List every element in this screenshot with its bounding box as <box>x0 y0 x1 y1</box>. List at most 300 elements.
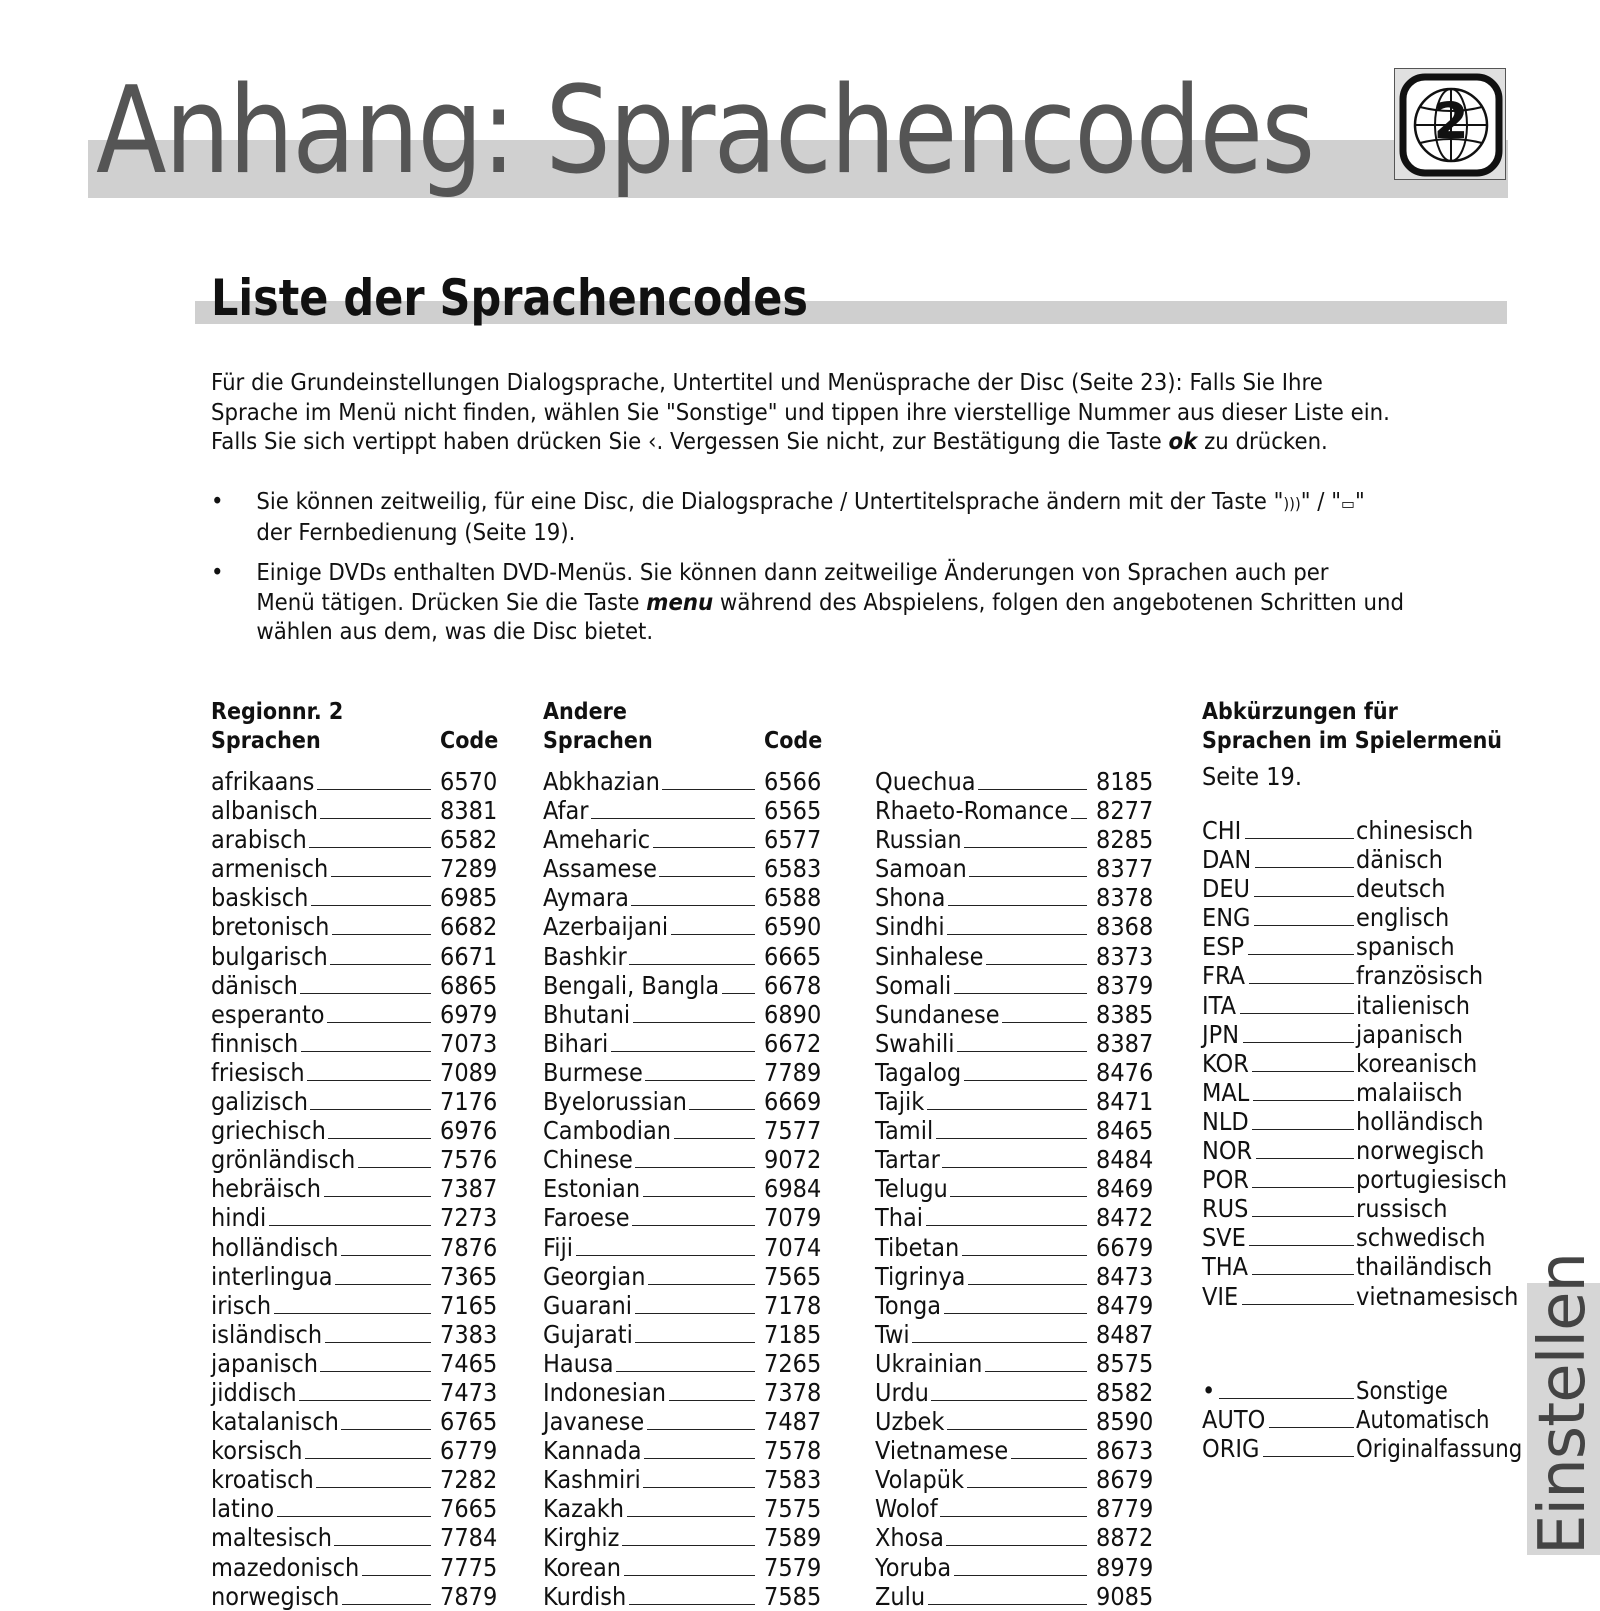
bullet-item <box>211 488 1506 548</box>
leader-line <box>1263 1456 1354 1457</box>
language-name: baskisch <box>211 883 309 913</box>
bullet-line: der Fernbedienung (Seite 19). <box>256 519 576 546</box>
leader-line <box>324 1196 431 1197</box>
language-code: 7579 <box>764 1552 822 1582</box>
abbreviation-language: deutsch <box>1356 874 1446 904</box>
leader-line <box>1254 925 1354 926</box>
ok-key-label: ok <box>1168 429 1198 455</box>
abbr-header-line2: Sprachen im Spielermenü <box>1202 728 1503 754</box>
language-name: Fiji <box>543 1232 574 1262</box>
leader-line <box>978 789 1087 790</box>
language-code: 7665 <box>440 1494 498 1524</box>
language-code: 7487 <box>764 1407 822 1437</box>
leader-line <box>309 847 431 848</box>
language-name: Bengali, Bangla <box>543 970 720 1000</box>
language-name: armenisch <box>211 854 329 884</box>
leader-line <box>643 1487 755 1488</box>
abbreviation-code: ITA <box>1202 990 1237 1020</box>
language-code: 9072 <box>764 1145 822 1175</box>
leader-line <box>342 1604 431 1605</box>
leader-line <box>671 934 755 935</box>
leader-line <box>629 1604 755 1605</box>
abbreviation-language: Sonstige <box>1356 1376 1448 1405</box>
language-code: 6765 <box>440 1407 498 1437</box>
leader-line <box>928 1604 1087 1605</box>
language-code: 7465 <box>440 1348 498 1378</box>
leader-line <box>576 1255 755 1256</box>
abbr-page-ref: Seite 19. <box>1202 762 1302 791</box>
intro-text: zu drücken. <box>1197 429 1328 455</box>
language-name: Xhosa <box>875 1523 944 1553</box>
intro-line: Sprache im Menü nicht finden, wählen Sie "Sonstige" und tippen ihre vierstellige Nummer aus dieser Liste ein. <box>211 399 1390 426</box>
language-name: Kazakh <box>543 1494 625 1524</box>
language-code: 8673 <box>1096 1436 1154 1466</box>
leader-line <box>1240 1013 1354 1014</box>
language-code: 6671 <box>440 941 498 971</box>
intro-line <box>211 428 1506 458</box>
section-title: Liste der Sprachencodes <box>211 269 808 327</box>
language-name: Zulu <box>875 1581 926 1611</box>
language-name: Indonesian <box>543 1377 667 1407</box>
language-code: 6565 <box>764 796 822 826</box>
leader-line <box>1254 896 1354 897</box>
leader-line <box>1252 1071 1354 1072</box>
abbreviation-code: CHI <box>1202 816 1242 845</box>
language-name: irisch <box>211 1290 272 1320</box>
language-name: Sinhalese <box>875 941 984 971</box>
abbreviation-code: RUS <box>1202 1194 1249 1224</box>
intro-paragraph <box>211 369 1506 458</box>
language-code: 7176 <box>440 1087 498 1117</box>
language-name: Guarani <box>543 1290 633 1320</box>
language-name: friesisch <box>211 1057 305 1087</box>
language-code: 8487 <box>1096 1319 1154 1349</box>
leader-line <box>341 1429 431 1430</box>
bullet-text: Sie können zeitweilig, für eine Disc, die Dialogsprache / Untertitelsprache ändern mit der Taste " <box>256 489 1284 515</box>
leader-line <box>631 905 755 906</box>
abbreviation-language: Automatisch <box>1356 1405 1490 1435</box>
language-name: Uzbek <box>875 1407 945 1437</box>
language-name: Sundanese <box>875 999 1000 1029</box>
language-name: Estonian <box>543 1174 641 1204</box>
language-code: 6588 <box>764 883 822 913</box>
abbreviation-language: holländisch <box>1356 1106 1484 1136</box>
leader-line <box>964 1080 1087 1081</box>
language-code: 7575 <box>764 1494 822 1524</box>
leader-line <box>1252 1129 1354 1130</box>
abbreviation-code: FRA <box>1202 961 1246 991</box>
abbr-header <box>1202 698 1502 756</box>
language-code: 6583 <box>764 854 822 884</box>
abbreviation-code: POR <box>1202 1165 1249 1195</box>
language-code: 7074 <box>764 1232 822 1262</box>
language-name: Abkhazian <box>543 767 660 796</box>
language-name: mazedonisch <box>211 1552 360 1582</box>
language-name: kroatisch <box>211 1465 314 1495</box>
language-code: 7577 <box>764 1116 822 1146</box>
leader-line <box>674 1138 755 1139</box>
col1-header-line2: Sprachen <box>211 728 321 754</box>
language-code: 6570 <box>440 767 498 796</box>
bullet-dot: • <box>211 489 224 515</box>
leader-line <box>627 1516 755 1517</box>
leader-line <box>1255 867 1354 868</box>
region-badge <box>1394 68 1506 180</box>
language-code: 7378 <box>764 1377 822 1407</box>
col2-header-line2: Sprachen <box>543 728 653 754</box>
language-name: Cambodian <box>543 1116 672 1146</box>
language-code: 6665 <box>764 941 822 971</box>
leader-line <box>946 1545 1087 1546</box>
leader-line <box>954 1575 1087 1576</box>
audio-icon: ))) <box>1283 494 1301 513</box>
language-name: dänisch <box>211 970 298 1000</box>
leader-line <box>947 934 1087 935</box>
leader-line <box>1269 1427 1354 1428</box>
abbreviation-code: VIE <box>1202 1281 1239 1311</box>
leader-line <box>940 1516 1087 1517</box>
leader-line <box>341 1255 431 1256</box>
language-code: 8277 <box>1096 796 1154 826</box>
leader-line <box>1252 1216 1354 1217</box>
language-code: 7079 <box>764 1203 822 1233</box>
leader-line <box>645 1080 755 1081</box>
language-code: 8484 <box>1096 1145 1154 1175</box>
language-code: 6682 <box>440 912 498 942</box>
language-name: Byelorussian <box>543 1087 687 1117</box>
bullet-list <box>211 488 1506 659</box>
leader-line <box>1071 818 1087 819</box>
leader-line <box>927 1109 1087 1110</box>
leader-line <box>964 847 1087 848</box>
language-name: Kurdish <box>543 1581 627 1611</box>
language-name: Bhutani <box>543 999 631 1029</box>
language-name: japanisch <box>211 1348 318 1378</box>
language-name: arabisch <box>211 825 307 855</box>
language-name: latino <box>211 1494 275 1524</box>
language-code: 7585 <box>764 1581 822 1611</box>
language-name: Assamese <box>543 854 657 884</box>
language-code: 8575 <box>1096 1348 1154 1378</box>
leader-line <box>330 964 431 965</box>
language-name: bretonisch <box>211 912 330 942</box>
col2-code-header: Code <box>764 728 823 754</box>
language-code: 6672 <box>764 1028 822 1058</box>
leader-line <box>944 1313 1087 1314</box>
leader-line <box>1256 1158 1354 1159</box>
leader-line <box>662 789 755 790</box>
language-code: 7383 <box>440 1319 498 1349</box>
leader-line <box>689 1109 755 1110</box>
leader-line <box>332 934 431 935</box>
language-name: Samoan <box>875 854 967 884</box>
language-name: katalanisch <box>211 1407 339 1437</box>
language-name: interlingua <box>211 1261 333 1291</box>
language-name: Bihari <box>543 1028 609 1058</box>
language-code: 7784 <box>440 1523 498 1553</box>
leader-line <box>947 1429 1087 1430</box>
region-number: 2 <box>1433 92 1469 150</box>
language-name: korsisch <box>211 1436 303 1466</box>
language-code: 8779 <box>1096 1494 1154 1524</box>
language-name: hindi <box>211 1203 267 1233</box>
language-code: 7289 <box>440 854 498 884</box>
language-name: Kannada <box>543 1436 642 1466</box>
abbreviation-language: Originalfassung <box>1356 1434 1523 1464</box>
abbreviation-language: englisch <box>1356 903 1450 933</box>
language-code: 7265 <box>764 1348 822 1378</box>
language-name: esperanto <box>211 999 325 1029</box>
leader-line <box>957 1051 1087 1052</box>
language-name: Sindhi <box>875 912 945 942</box>
language-code: 6679 <box>1096 1232 1154 1262</box>
language-name: Azerbaijani <box>543 912 669 942</box>
abbreviation-code: ORIG <box>1202 1434 1260 1464</box>
leader-line <box>274 1313 431 1314</box>
language-code: 6669 <box>764 1087 822 1117</box>
leader-line <box>301 1051 431 1052</box>
language-name: Telugu <box>875 1174 948 1204</box>
leader-line <box>643 1196 755 1197</box>
abbreviation-language: koreanisch <box>1356 1048 1478 1078</box>
leader-line <box>316 1487 431 1488</box>
language-code: 7178 <box>764 1290 822 1320</box>
leader-line <box>1243 1042 1354 1043</box>
leader-line <box>335 1284 431 1285</box>
language-name: Kashmiri <box>543 1465 641 1495</box>
language-name: Gujarati <box>543 1319 633 1349</box>
language-code: 7583 <box>764 1465 822 1495</box>
bullet-line: Einige DVDs enthalten DVD-Menüs. Sie können dann zeitweilige Änderungen von Sprachen auch per <box>256 560 1329 586</box>
leader-line <box>635 1167 755 1168</box>
leader-line <box>985 1371 1087 1372</box>
col2-header <box>543 698 653 756</box>
leader-line <box>632 1225 755 1226</box>
leader-line <box>591 818 755 819</box>
leader-line <box>926 1225 1087 1226</box>
abbreviation-language: italienisch <box>1356 990 1471 1020</box>
leader-line <box>967 1487 1087 1488</box>
leader-line <box>1249 983 1354 984</box>
leader-line <box>1245 838 1354 839</box>
abbreviation-code: ESP <box>1202 932 1245 962</box>
leader-line <box>1252 1274 1354 1275</box>
language-name: Tibetan <box>875 1232 960 1262</box>
language-name: Tartar <box>875 1145 940 1175</box>
intro-text: . Vergessen Sie nicht, zur Bestätigung die Taste <box>656 429 1169 455</box>
language-name: Vietnamese <box>875 1436 1009 1466</box>
language-name: afrikaans <box>211 767 315 796</box>
abbreviation-language: dänisch <box>1356 845 1443 875</box>
leader-line <box>624 1575 755 1576</box>
leader-line <box>1249 1245 1354 1246</box>
bullet-text: Menü tätigen. Drücken Sie die Taste <box>256 589 647 616</box>
language-code: 7365 <box>440 1261 498 1291</box>
language-name: Tagalog <box>875 1057 962 1087</box>
language-name: jiddisch <box>211 1377 297 1407</box>
language-name: isländisch <box>211 1319 323 1349</box>
language-code: 7775 <box>440 1552 498 1582</box>
language-code: 7273 <box>440 1203 498 1233</box>
language-name: Yoruba <box>875 1552 952 1582</box>
language-code: 6577 <box>764 825 822 855</box>
language-code: 6678 <box>764 970 822 1000</box>
leader-line <box>954 993 1087 994</box>
back-key-icon: ‹ <box>647 429 657 455</box>
language-name: Tonga <box>875 1290 942 1320</box>
language-name: norwegisch <box>211 1581 340 1611</box>
abbreviation-language: russisch <box>1356 1194 1448 1224</box>
language-name: Ukrainian <box>875 1348 983 1378</box>
language-code: 6985 <box>440 883 498 913</box>
language-name: finnisch <box>211 1028 299 1058</box>
language-code: 8373 <box>1096 941 1154 971</box>
abbreviation-language: spanisch <box>1356 932 1455 962</box>
language-name: Somali <box>875 970 952 1000</box>
leader-line <box>305 1458 431 1459</box>
leader-line <box>611 1051 755 1052</box>
language-code: 7073 <box>440 1028 498 1058</box>
bullet-item <box>211 559 1506 648</box>
bullet-line <box>256 488 1506 519</box>
language-code: 8582 <box>1096 1377 1154 1407</box>
language-code: 6984 <box>764 1174 822 1204</box>
language-code: 6582 <box>440 825 498 855</box>
leader-line <box>299 1400 431 1401</box>
language-code: 7578 <box>764 1436 822 1466</box>
leader-line <box>1219 1398 1354 1399</box>
language-code: 7589 <box>764 1523 822 1553</box>
language-name: Kirghiz <box>543 1523 620 1553</box>
abbreviation-language: chinesisch <box>1356 816 1474 845</box>
language-code: 6979 <box>440 999 498 1029</box>
language-code: 7576 <box>440 1145 498 1175</box>
abbreviation-code: KOR <box>1202 1048 1249 1078</box>
language-name: Faroese <box>543 1203 630 1233</box>
language-code: 8476 <box>1096 1057 1154 1087</box>
abbreviation-language: portugiesisch <box>1356 1165 1508 1195</box>
abbreviation-code: SVE <box>1202 1223 1246 1253</box>
language-code: 8471 <box>1096 1087 1154 1117</box>
leader-line <box>962 1255 1087 1256</box>
leader-line <box>358 1167 431 1168</box>
language-name: Russian <box>875 825 962 855</box>
leader-line <box>633 1022 755 1023</box>
language-name: albanisch <box>211 796 318 826</box>
language-name: Georgian <box>543 1261 646 1291</box>
language-name: Ameharic <box>543 825 651 855</box>
language-name: Chinese <box>543 1145 633 1175</box>
leader-line <box>616 1371 755 1372</box>
abbreviation-language: japanisch <box>1356 1019 1463 1049</box>
leader-line <box>722 993 755 994</box>
language-code: 8472 <box>1096 1203 1154 1233</box>
language-code: 6865 <box>440 970 498 1000</box>
language-name: bulgarisch <box>211 941 328 971</box>
intro-line: Für die Grundeinstellungen Dialogsprache, Untertitel und Menüsprache der Disc (Seite 23): Falls Sie Ihre <box>211 370 1323 396</box>
language-code: 9085 <box>1096 1581 1154 1611</box>
language-name: Burmese <box>543 1057 643 1087</box>
language-code: 7876 <box>440 1232 498 1262</box>
language-code: 8479 <box>1096 1290 1154 1320</box>
side-tab-label: Einstellen <box>1526 1252 1600 1555</box>
language-code: 8469 <box>1096 1174 1154 1204</box>
leader-line <box>327 1022 431 1023</box>
col1-code-header: Code <box>440 728 499 754</box>
language-code: 8387 <box>1096 1028 1154 1058</box>
leader-line <box>950 1196 1087 1197</box>
language-code: 8378 <box>1096 883 1154 913</box>
bullet-text: während des Abspielens, folgen den angebotenen Schritten und <box>713 589 1404 616</box>
leader-line <box>669 1400 755 1401</box>
leader-line <box>969 876 1087 877</box>
leader-line <box>622 1545 755 1546</box>
language-code: 7879 <box>440 1581 498 1611</box>
language-name: holländisch <box>211 1232 339 1262</box>
leader-line <box>948 905 1087 906</box>
language-name: grönländisch <box>211 1145 356 1175</box>
language-name: Hausa <box>543 1348 614 1378</box>
leader-line <box>659 876 755 877</box>
abbreviation-code: JPN <box>1202 1019 1240 1049</box>
leader-line <box>968 1284 1087 1285</box>
language-name: Wolof <box>875 1494 938 1524</box>
leader-line <box>1248 954 1354 955</box>
leader-line <box>1002 1022 1087 1023</box>
leader-line <box>310 1109 431 1110</box>
language-code: 7789 <box>764 1057 822 1087</box>
abbreviation-code: DAN <box>1202 845 1252 875</box>
language-code: 8377 <box>1096 854 1154 884</box>
language-name: Urdu <box>875 1377 929 1407</box>
leader-line <box>986 964 1087 965</box>
leader-line <box>328 1138 431 1139</box>
leader-line <box>635 1342 755 1343</box>
leader-line <box>307 1080 431 1081</box>
language-code: 6779 <box>440 1436 498 1466</box>
leader-line <box>334 1545 431 1546</box>
language-name: Afar <box>543 796 589 826</box>
menu-key-label: menu <box>646 589 714 616</box>
bullet-line: wählen aus dem, was die Disc bietet. <box>256 619 654 645</box>
language-code: 7185 <box>764 1319 822 1349</box>
language-code: 6590 <box>764 912 822 942</box>
intro-text: Falls Sie sich vertippt haben drücken Sie <box>211 429 648 455</box>
abbreviation-language: norwegisch <box>1356 1136 1485 1166</box>
col2-header-line1: Andere <box>543 699 627 725</box>
abbreviation-code: ENG <box>1202 903 1251 933</box>
leader-line <box>912 1342 1087 1343</box>
language-name: Swahili <box>875 1028 955 1058</box>
leader-line <box>320 1371 431 1372</box>
language-code: 7282 <box>440 1465 498 1495</box>
abbreviation-code: DEU <box>1202 874 1251 904</box>
side-tab <box>1526 1252 1600 1555</box>
language-code: 8381 <box>440 796 498 826</box>
language-code: 7565 <box>764 1261 822 1291</box>
abbreviation-language: vietnamesisch <box>1356 1281 1519 1311</box>
language-code: 8465 <box>1096 1116 1154 1146</box>
language-code: 7473 <box>440 1377 498 1407</box>
page-title: Anhang: Sprachencodes <box>96 62 1314 201</box>
language-name: galizisch <box>211 1087 308 1117</box>
language-code: 8379 <box>1096 970 1154 1000</box>
leader-line <box>644 1458 755 1459</box>
leader-line <box>331 876 431 877</box>
leader-line <box>317 789 431 790</box>
language-name: Shona <box>875 883 946 913</box>
language-code: 7089 <box>440 1057 498 1087</box>
